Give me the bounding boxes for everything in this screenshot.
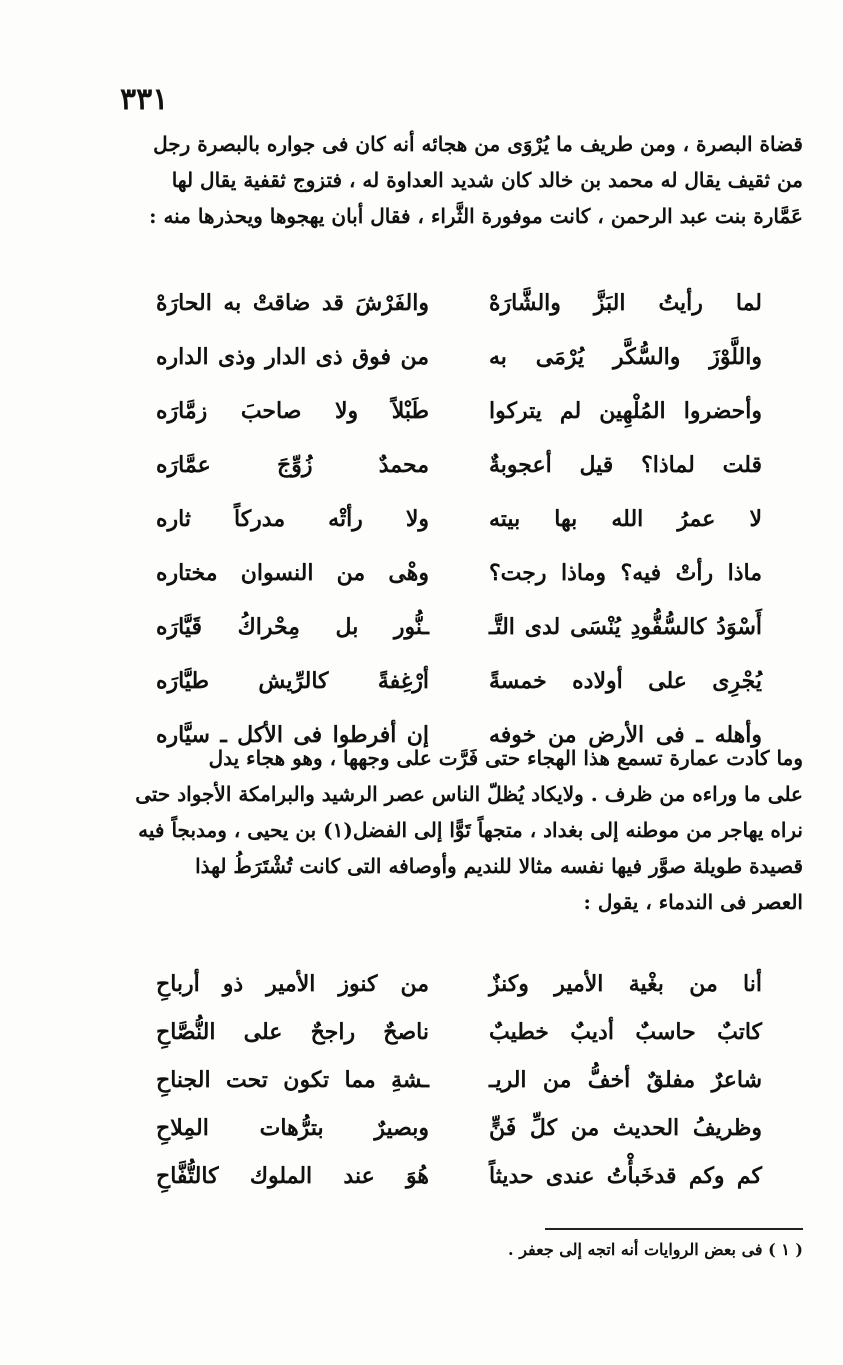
verse-second-hemistich: من فوق ذى الدار وذى الداره (156, 344, 429, 370)
verse-first-hemistich: أَسْوَدُ كالسُّفُّودِ يُنْسَى لدى التَّـ (489, 614, 762, 640)
verse-first-hemistich: لما رأيتُ البَزَّ والشَّارَهْ (489, 290, 762, 316)
verse-first-hemistich: لا عمرُ الله بها بيته (489, 506, 762, 532)
intro-paragraph (125, 126, 803, 234)
verse-first-hemistich: كم وكم قدخَبأْتُ عندى حديثاً (489, 1163, 762, 1189)
verse-second-hemistich: ناصحٌ راجحٌ على النُّصَّاحِ (156, 1019, 429, 1045)
verse-first-hemistich: أنا من بغْية الأمير وكنزٌ (489, 971, 762, 997)
prose-line: عَمَّارة بنت عبد الرحمن ، كانت موفورة الثَّراء ، فقال أبان يهجوها ويحذرها منه : (149, 204, 803, 228)
verse-first-hemistich: وظريفُ الحديث من كلِّ فَنٍّ (489, 1115, 762, 1141)
footnote-divider (545, 1228, 803, 1230)
verse-line (150, 1056, 768, 1104)
verse-first-hemistich: وأحضروا المُلْهِين لم يتركوا (489, 398, 762, 424)
prose-line: قصيدة طويلة صوَّر فيها نفسه مثالا للنديم وأوصافه التى كانت تُشْتَرَطُ لهذا (195, 854, 803, 878)
verse-second-hemistich: والفَرْشَ قد ضاقتْ به الحارَهْ (156, 290, 429, 316)
verse-second-hemistich: وهْى من النسوان مختاره (156, 560, 429, 586)
verse-second-hemistich: ولا رأتْه مدركاً ثاره (156, 506, 429, 532)
verse-second-hemistich: ـنُّور بل مِحْراكُ قَيَّارَه (156, 614, 429, 640)
verse-first-hemistich: ماذا رأتْ فيه؟ وماذا رجت؟ (489, 560, 762, 586)
prose-line: وما كادت عمارة تسمع هذا الهجاء حتى فَرَّت على وجهها ، وهو هجاء يدل (208, 746, 803, 770)
verse-line (150, 276, 768, 330)
page-number: ٣٣١ (120, 82, 169, 117)
footnote: ( ١ ) فى بعض الروايات أنه اتجه إلى جعفر . (508, 1240, 803, 1259)
verse-second-hemistich: من كنوز الأمير ذو أرباحِ (156, 971, 429, 997)
prose-line: على ما وراءه من ظرف . ولايكاد يُظلّ الناس عصر الرشيد والبرامكة الأجواد حتى (135, 782, 803, 806)
poem-two (150, 960, 768, 1200)
verse-second-hemistich: ـشةِ مما تكون تحت الجناحِ (156, 1067, 429, 1093)
verse-second-hemistich: إن أفرطوا فى الأكل ـ سيَّاره (156, 722, 429, 748)
verse-second-hemistich: هُوَ عند الملوك كالتُّفَّاحِ (156, 1163, 429, 1189)
verse-line (150, 1008, 768, 1056)
prose-line: قضاة البصرة ، ومن طريف ما يُرْوَى من هجائه أنه كان فى جواره بالبصرة رجل (153, 132, 803, 156)
verse-second-hemistich: وبصيرٌ بترُّهات المِلاحِ (156, 1115, 429, 1141)
verse-first-hemistich: واللَّوْزَ والسُّكَّر يُرْمَى به (489, 344, 762, 370)
verse-line (150, 546, 768, 600)
prose-line: نراه يهاجر من موطنه إلى بغداد ، متجهاً تَوًّا إلى الفضل(١) بن يحيى ، ومدبجاً فيه (138, 818, 803, 842)
verse-first-hemistich: وأهله ـ فى الأرض من خوفه (489, 722, 762, 748)
verse-first-hemistich: قلت لماذا؟ قيل أعجوبةٌ (489, 452, 762, 478)
verse-line (150, 492, 768, 546)
verse-line (150, 330, 768, 384)
verse-line (150, 600, 768, 654)
verse-second-hemistich: طَبْلاً ولا صاحبَ زمَّارَه (156, 398, 429, 424)
prose-line: العصر فى الندماء ، يقول : (583, 890, 803, 914)
poem-one (150, 276, 768, 762)
prose-line: من ثقيف يقال له محمد بن خالد كان شديد العداوة له ، فتزوج ثقفية يقال لها (171, 168, 803, 192)
verse-line (150, 1152, 768, 1200)
verse-first-hemistich: شاعرٌ مفلقٌ أخفُّ من الريـ (489, 1067, 762, 1093)
verse-second-hemistich: محمدٌ زُوِّجَ عمَّارَه (156, 452, 429, 478)
verse-line (150, 960, 768, 1008)
verse-line (150, 384, 768, 438)
verse-first-hemistich: كاتبٌ حاسبٌ أديبٌ خطيبٌ (489, 1019, 762, 1045)
verse-line (150, 1104, 768, 1152)
verse-second-hemistich: أرْغِفةً كالرِّيش طيَّارَه (156, 668, 429, 694)
verse-line (150, 438, 768, 492)
middle-paragraph (125, 740, 803, 920)
verse-line (150, 654, 768, 708)
verse-first-hemistich: يُجْرِى على أولاده خمسةً (489, 668, 762, 694)
